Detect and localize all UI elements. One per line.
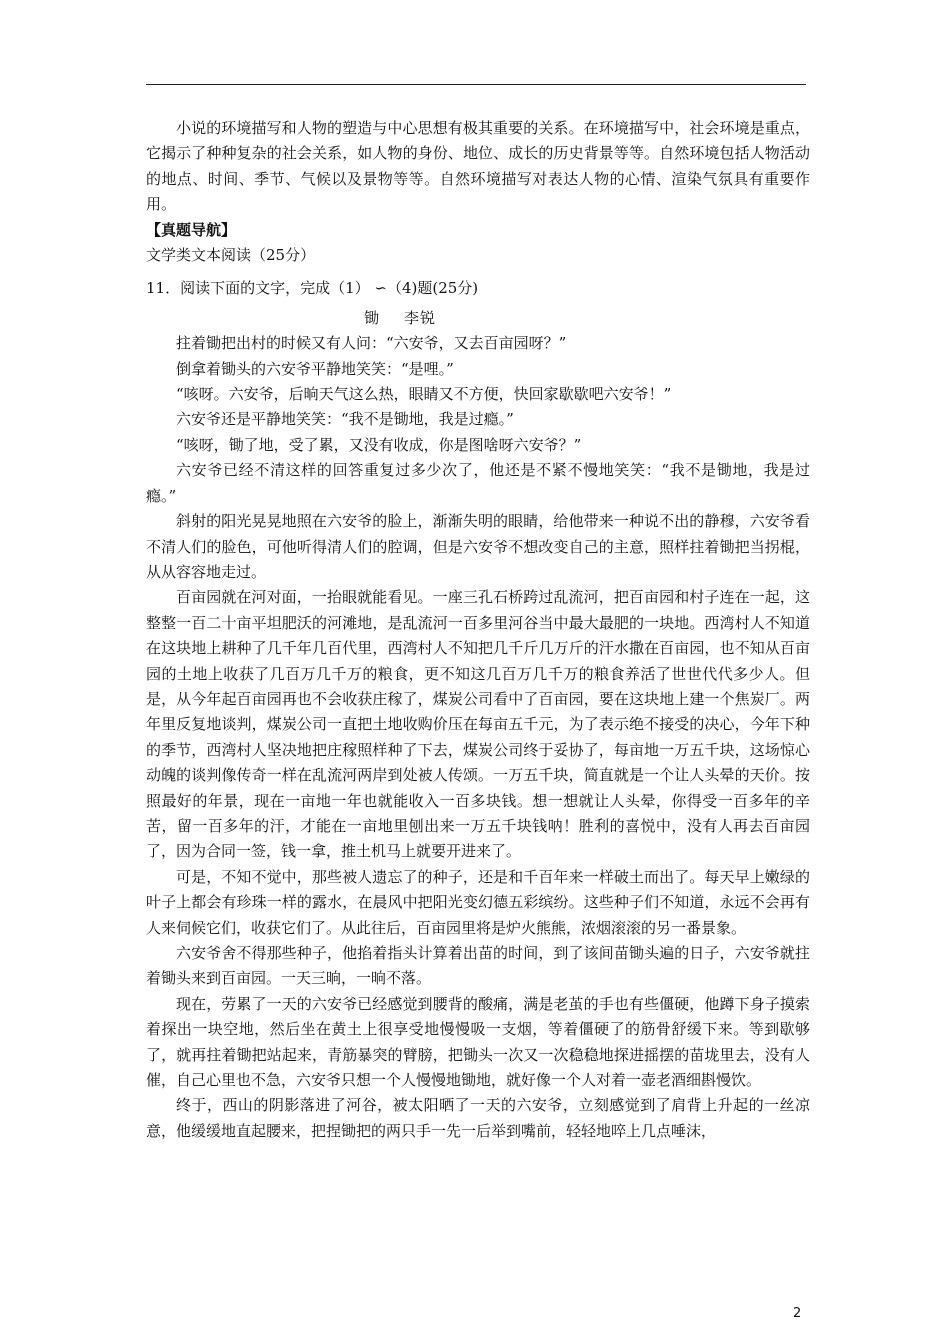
- story-paragraph: 六安爷还是平静地笑笑：“我不是锄地，我是过瘾。”: [176, 410, 514, 429]
- story-paragraph: 六安爷已经不清这样的回答重复过多少次了，他还是不紧不慢地笑笑：“我不是锄地，我是过瘾。”: [146, 461, 810, 505]
- document-body: [146, 116, 810, 1144]
- header-rule: [146, 84, 806, 85]
- story-paragraph: 现在，劳累了一天的六安爷已经感觉到腰背的酸痛，满是老茧的手也有些僵硬，他蹲下身子摸索着探出一块空地，然后坐在黄土上很享受地慢慢吸一支烟，等着僵硬了的筋骨舒缓下来。等到歇够了，就再拄着锄把站起来，青筋暴突的臂膀，把锄头一次又一次稳稳地探进摇摆的苗垅里去，没有人催，自己心里也不急，六安爷只想一个人慢慢地锄地，就好像一个人对着一壶老酒细斟慢饮。: [146, 994, 810, 1090]
- story-paragraph: 可是，不知不觉中，那些被人遗忘了的种子，还是和千百年来一样破土而出了。每天早上嫩绿的叶子上都会有珍珠一样的露水，在晨风中把阳光变幻德五彩缤纷。这些种子们不知道，永远不会再有人来伺候它们，收获它们了。从此往后，百亩园里将是炉火熊熊，浓烟滚滚的另一番景象。: [146, 867, 810, 937]
- story-paragraph: 倒拿着锄头的六安爷平静地笑笑：“是哩。”: [176, 359, 454, 378]
- story-paragraph: 百亩园就在河对面，一抬眼就能看见。一座三孔石桥跨过乱流河，把百亩园和村子连在一起，这整整一百二十亩平坦肥沃的河滩地，是乱流河一百多里河谷当中最大最肥的一块地。西湾村人不知道在这块地上耕种了几千年几百代里，西湾村人不知把几千斤几万斤的汗水撒在百亩园，也不知从百亩园的土地上收获了几百万几千万的粮食，更不知这几百万几千万的粮食养活了世世代代多少人。但是，从今年起百亩园再也不会收获庄稼了，煤炭公司看中了百亩园，要在这块地上建一个焦炭厂。两年里反复地谈判，煤炭公司一直把土地收购价压在每亩五千元，为了表示绝不接受的决心，今年下种的季节，西湾村人坚决地把庄稼照样种了下去，煤炭公司终于妥协了，每亩地一万五千块，这场惊心动魄的谈判像传奇一样在乱流河两岸到处被人传颂。一万五千块，简直就是一个让人头晕的天价。按照最好的年景，现在一亩地一年也就能收入一百多块钱。想一想就让人头晕，你得受一百多年的辛苦，留一百多年的汗，才能在一亩地里刨出来一万五千块钱呐！胜利的喜悦中，没有人再去百亩园了，因为合同一签，钱一拿，推土机马上就要开进来了。: [146, 588, 810, 861]
- story-paragraph: “咳呀。六安爷，后晌天气这么热，眼睛又不方便，快回家歇歇吧六安爷！”: [176, 385, 672, 404]
- story-title: 锄: [364, 308, 381, 327]
- section-heading: 【真题导航】: [146, 220, 237, 239]
- page-number: 2: [793, 1306, 802, 1321]
- intro-paragraph: 小说的环境描写和人物的塑造与中心思想有极其重要的关系。在环境描写中，社会环境是重点，它揭示了种种复杂的社会关系，如人物的身份、地位、成长的历史背景等等。自然环境包括人物活动的地点、时间、季节、气候以及景物等等。自然环境描写对表达人物的心情、渲染气氛具有重要作用。: [146, 119, 810, 214]
- story-paragraph: “咳呀，锄了地，受了累，又没有收成，你是图啥呀六安爷？”: [176, 435, 582, 454]
- story-paragraph: 六安爷舍不得那些种子，他掐着指头计算着出苗的时间，到了该间苗锄头遍的日子，六安爷就拄着锄头来到百亩园。一天三晌，一晌不落。: [146, 944, 810, 988]
- section-subtitle: 文学类文本阅读（25分）: [146, 246, 316, 265]
- story-paragraph: 终于，西山的阴影落进了河谷，被太阳晒了一天的六安爷，立刻感觉到了肩背上升起的一丝凉意，他缓缓地直起腰来，把捏锄把的两只手一先一后举到嘴前，轻轻地啐上几点唾沫，: [146, 1096, 810, 1140]
- question-line: 11．阅读下面的文字，完成（1） ∽（4)题(25分): [146, 279, 479, 298]
- story-title-line: [146, 306, 810, 331]
- story-paragraph: 斜射的阳光晃晃地照在六安爷的脸上，渐渐失明的眼睛，给他带来一种说不出的静穆，六安爷看不清人们的脸色，可他听得清人们的腔调，但是六安爷不想改变自己的主意，照样拄着锄把当拐棍，从从容容地走过。: [146, 512, 810, 581]
- story-author: 李锐: [404, 308, 437, 327]
- story-paragraph: 拄着锄把出村的时候又有人问：“六安爷，又去百亩园呀？”: [176, 334, 567, 353]
